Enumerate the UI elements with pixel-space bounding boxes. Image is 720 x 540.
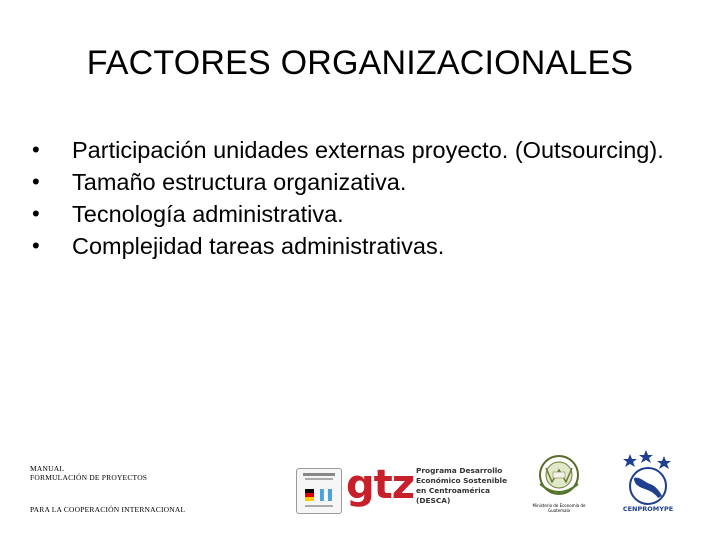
bullet-item: [32, 198, 692, 230]
footer-line-1: MANUAL: [30, 464, 65, 473]
programa-line: (DESCA): [416, 496, 451, 505]
cooperation-flags-icon: [297, 469, 341, 513]
footer-line-3: PARA LA COOPERACIÓN INTERNACIONAL: [30, 505, 186, 514]
bullet-text: Tamaño estructura organizativa.: [72, 169, 407, 195]
footer-manual-title: [30, 464, 185, 514]
cenpromype-label: CENPROMYPE: [622, 505, 674, 513]
bullet-text: Participación unidades externas proyecto. (Outsourcing).: [72, 137, 664, 163]
bullet-item: [32, 166, 692, 198]
ministerio-caption: Ministerio de Economía de Guatemala: [532, 503, 586, 513]
footer-line-2: FORMULACIÓN DE PROYECTOS: [30, 473, 148, 482]
bullet-dot-icon: •: [32, 137, 40, 162]
cenpromype-map-icon: [612, 448, 684, 506]
gtz-logo: gtz: [346, 462, 415, 508]
bullet-dot-icon: •: [32, 233, 40, 258]
slide-title: FACTORES ORGANIZACIONALES: [86, 44, 634, 82]
bullet-text: Tecnología administrativa.: [72, 201, 344, 227]
programa-line: Económico Sostenible: [416, 476, 508, 485]
ministerio-economia-logo: [522, 448, 596, 512]
bullet-item: [32, 230, 692, 262]
bullet-dot-icon: •: [32, 169, 40, 194]
cenpromype-logo: [612, 448, 684, 514]
cooperation-logo: [296, 468, 342, 514]
bullet-dot-icon: •: [32, 201, 40, 226]
bullet-item: [32, 134, 692, 166]
programa-line: en Centroamérica: [416, 486, 491, 495]
bullet-list: [32, 134, 692, 262]
programa-line: Programa Desarrollo: [416, 466, 503, 475]
programa-desca-logo: [416, 466, 512, 506]
bullet-text: Complejidad tareas administrativas.: [72, 233, 445, 259]
